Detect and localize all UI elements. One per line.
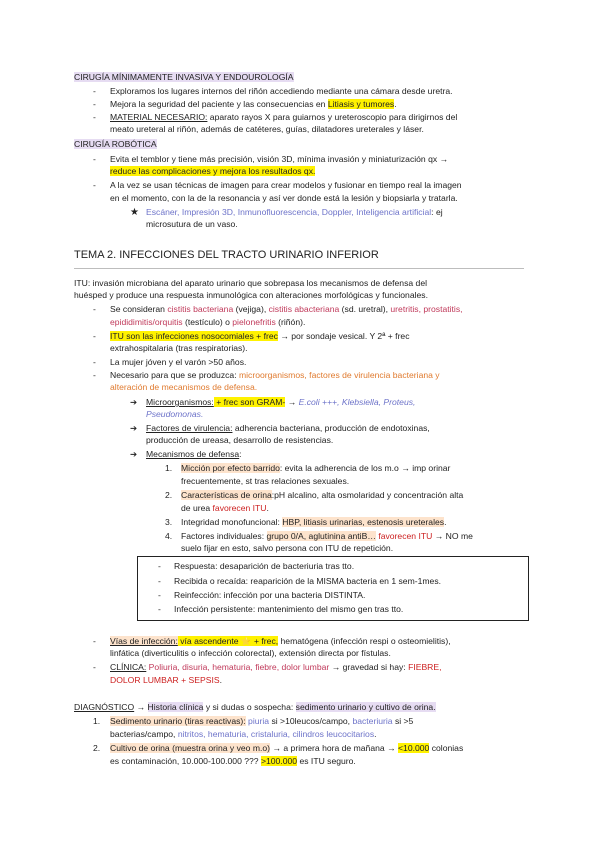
bullet-text-cont: reduce las complicaciones y mejora los resultados qx. [110,166,316,176]
bullet-text: Evita el temblor y tiene más precisión, visión 3D, mínima invasión y miniaturización qx → [110,154,449,164]
bullet-dash: - [158,604,161,614]
numbered-item: Cultivo de orina (muestra orina y veo m.o) → a primera hora de mañana → <10.000 colonias [110,743,464,753]
numbered-item: Sedimento urinario (tiras reactivas): piuria si >10leucos/campo, bacteriuria si >5 [110,716,414,726]
bullet-dash: - [93,636,96,646]
numbered-item-cont: suelo fijar en esto, salvo persona con ITU de repetición. [181,543,394,553]
bullet-text: ITU son las infecciones nosocomiales + frec → por sondaje vesical. Y 2ª + frec [110,331,410,341]
bullet-text-cont: extrahospitalaria (tras respiratorias). [110,343,248,353]
numbered-item-cont: de urea favorecen ITU. [181,503,269,513]
bullet-text: Se consideran cistitis bacteriana (vejiga), cistitis abacteriana (sd. uretral), uretritis, prostatitis, [110,304,463,314]
arrow-icon: ➔ [130,449,138,459]
arrow-icon: ➔ [130,423,138,433]
bullet-text: MATERIAL NECESARIO: aparato rayos X para guiarnos y ureteroscopio para dirigirnos del [110,112,458,122]
box-item: Recibida o recaída: reaparición de la MISMA bacteria en 1 sem-1mes. [174,576,442,586]
star-icon: ★ [130,207,139,218]
bullet-text: CLÍNICA: Poliuria, disuria, hematuria, fiebre, dolor lumbar → gravedad si hay: FIEBRE, [110,662,442,672]
bullet-dash: - [93,154,96,164]
numbered-item-cont: bacterias/campo, nitritos, hematuria, cristaluria, cilindros leucocitarios. [110,729,377,739]
divider [74,268,524,269]
list-number: 2. [93,743,101,753]
box-item: Infección persistente: mantenimiento del mismo gen tras tto. [174,604,404,614]
section-title-text: CIRUGÍA MÍNIMAMENTE INVASIVA Y ENDOUROLOGÍA [74,72,294,82]
bullet-dash: - [158,561,161,571]
list-number: 1. [93,716,101,726]
bullet-dash: - [93,86,96,96]
diagnostico-heading: DIAGNÓSTICO → Historia clínica y si dudas o sospecha: sedimento urinario y cultivo de orina. [74,702,436,712]
page-title: TEMA 2. INFECCIONES DEL TRACTO URINARIO INFERIOR [74,249,379,261]
bullet-text-cont: linfática (diverticulitis o infección colorectal), extensión directa por fístulas. [110,648,391,658]
sub-bullet-text: Factores de virulencia: adherencia bacteriana, producción de endotoxinas, [146,423,430,433]
bullet-text-cont: en el momento, con la de la resonancia y así ver donde está la lesión y biopsiarla y tratarla. [110,193,458,203]
sub-bullet-text-cont: Pseudomonas. [146,409,204,419]
bullet-text: Vías de infección: vía ascendente ⭐ + frec, hematógena (infección respi o osteomielitis), [110,636,451,646]
paragraph-itu: ITU: invasión microbiana del aparato urinario que sobrepasa los mecanismos de defensa del [74,278,428,288]
bullet-dash: - [93,180,96,190]
list-number: 3. [165,517,173,527]
bullet-text-cont: alteración de mecanismos de defensa. [110,382,258,392]
bullet-text: Escáner, Impresión 3D, Inmunofluorescencia, Doppler, Inteligencia artificial: ej [146,207,443,217]
section-title-cirugia-robotica: CIRUGÍA ROBÓTICA [74,139,157,149]
bullet-dash: - [93,370,96,380]
bullet-dash: - [158,576,161,586]
box-item: Respuesta: desaparición de bacteriuria tras tto. [174,561,355,571]
bullet-dash: - [93,662,96,672]
list-number: 2. [165,490,173,500]
highlight: Litiasis y tumores [327,99,395,109]
bullet-text: Necesario para que se produzca: microorganismos, factores de virulencia bacteriana y [110,370,440,380]
bullet-text: La mujer jóven y el varón >50 años. [110,357,247,367]
bullet-text-cont: DOLOR LUMBAR + SEPSIS. [110,675,222,685]
bullet-text: A la vez se usan técnicas de imagen para crear modelos y fusionar en tiempo real la imagen [110,180,462,190]
numbered-item: Factores individuales: grupo 0/A, aglutinina antiB… favorecen ITU → NO me [181,531,473,541]
bullet-text-cont: meato ureteral al riñón, además de catéteres, guías, dilatadores ureterales y láser. [110,124,424,134]
numbered-item: Integridad monofuncional: HBP, litiasis urinarias, estenosis ureterales. [181,517,447,527]
bullet-dash: - [93,357,96,367]
bullet-dash: - [93,331,96,341]
sub-bullet-text: Mecanismos de defensa: [146,449,242,459]
numbered-item: Características de orina:pH alcalino, alta osmolaridad y concentración alta [181,490,464,500]
list-number: 4. [165,531,173,541]
section-title-cirugia-minimamente-invasiva [74,72,294,83]
bullet-text: Exploramos los lugares internos del riñón accediendo mediante una cámara desde uretra. [110,86,453,96]
bullet-dash: - [93,112,96,122]
list-number: 1. [165,463,173,473]
arrow-icon: ➔ [130,397,138,407]
sub-bullet-text-cont: producción de ureasa, desarrollo de resistencias. [146,435,334,445]
bullet-dash: - [93,99,96,109]
bullet-text-cont: microsutura de un vaso. [146,219,238,229]
bullet-text: Mejora la seguridad del paciente y las consecuencias en Litiasis y tumores. [110,99,397,109]
sub-bullet-text: Microorganismos: + frec son GRAM- → E.coli +++, Klebsiella, Proteus, [146,397,416,407]
numbered-item-cont: es contaminación, 10.000-100.000 ??? >100.000 es ITU seguro. [110,756,356,766]
box-item: Reinfección: infección por una bacteria DISTINTA. [174,590,366,600]
numbered-item: Micción por efecto barrido: evita la adherencia de los m.o → imp orinar [181,463,451,473]
paragraph-itu-cont: huésped y produce una respuesta inmunológica con alteraciones morfológicas y funcionales. [74,290,428,300]
star-icon: ⭐ [240,636,252,646]
bullet-dash: - [93,304,96,314]
bullet-text-cont: epididimitis/orquitis (testículo) o pielonefritis (riñón). [110,317,306,327]
numbered-item-cont: frecuentemente, st tras relaciones sexuales. [181,476,350,486]
bullet-dash: - [158,590,161,600]
